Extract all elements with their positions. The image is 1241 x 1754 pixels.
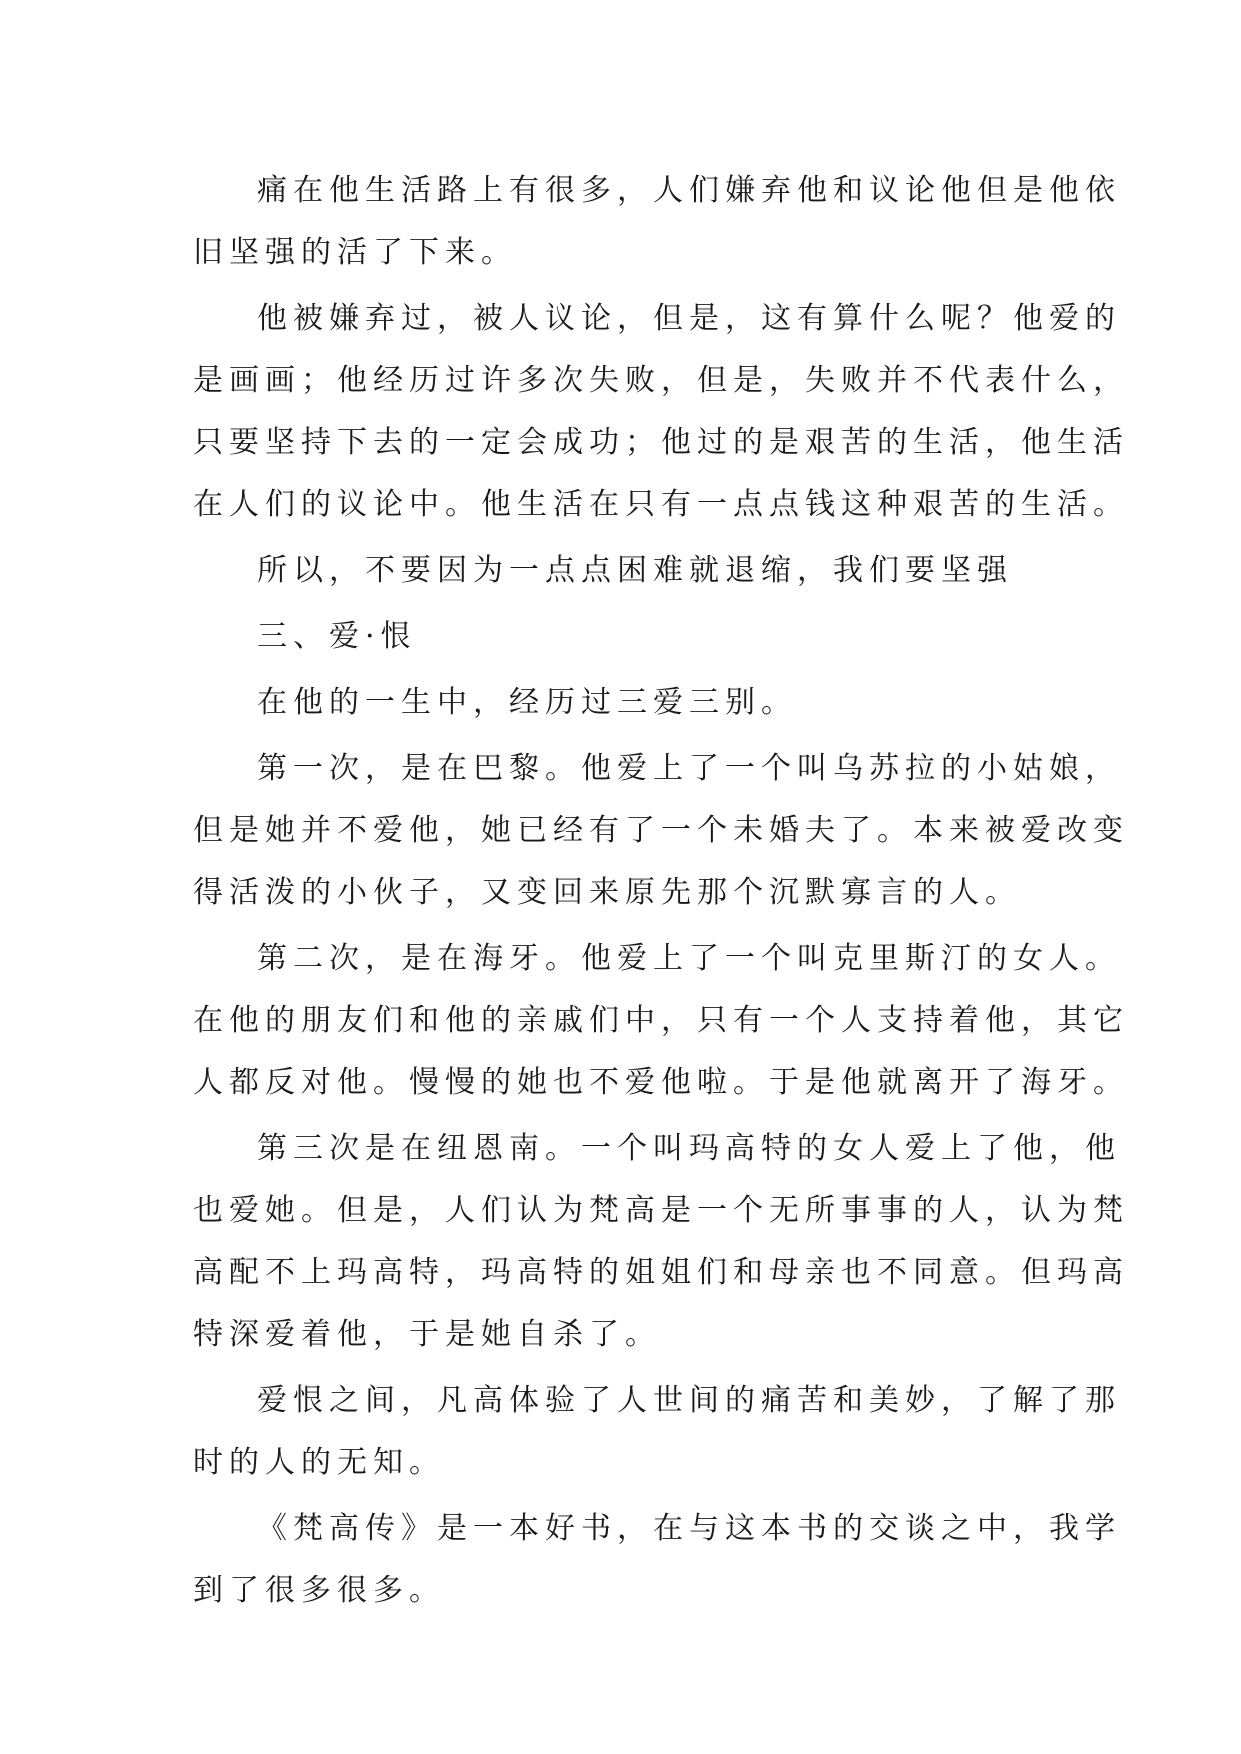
- paragraph: [193, 1118, 1129, 1366]
- text-line: 到了很多很多。: [193, 1573, 445, 1608]
- text-line: 也爱她。但是，人们认为梵高是一个无所事事的人，认为梵: [193, 1193, 1129, 1228]
- text-line: 旧坚强的活了下来。: [193, 235, 517, 270]
- paragraph: [193, 1498, 1121, 1622]
- paragraph: [193, 288, 1129, 536]
- text-line: 是画画；他经历过许多次失败，但是，失败并不代表什么，: [193, 363, 1129, 398]
- text-line: 第二次，是在海牙。他爱上了一个叫克里斯汀的女人。: [257, 941, 1121, 976]
- paragraph: [193, 672, 1075, 734]
- paragraph: [193, 738, 1129, 924]
- text-line: 在他的一生中，经历过三爱三别。: [257, 685, 797, 720]
- text-line: 所以，不要因为一点点困难就退缩，我们要坚强: [257, 553, 1013, 588]
- text-line: 第一次，是在巴黎。他爱上了一个叫乌苏拉的小姑娘，: [257, 751, 1121, 786]
- document-body: [193, 160, 1129, 1626]
- text-line: 人都反对他。慢慢的她也不爱他啦。于是他就离开了海牙。: [193, 1065, 1129, 1100]
- text-line: 《梵高传》是一本好书，在与这本书的交谈之中，我学: [257, 1511, 1121, 1546]
- section-heading: [193, 606, 1075, 668]
- text-line: 在人们的议论中。他生活在只有一点点钱这种艰苦的生活。: [193, 487, 1129, 522]
- text-line: 但是她并不爱他，她已经有了一个未婚夫了。本来被爱改变: [193, 813, 1129, 848]
- paragraph: [193, 540, 1075, 602]
- text-line: 高配不上玛高特，玛高特的姐姐们和母亲也不同意。但玛高: [193, 1255, 1129, 1290]
- paragraph: [193, 1370, 1121, 1494]
- text-line: 时的人的无知。: [193, 1445, 445, 1480]
- text-line: 特深爱着他，于是她自杀了。: [193, 1317, 661, 1352]
- text-line: 得活泼的小伙子，又变回来原先那个沉默寡言的人。: [193, 875, 1021, 910]
- paragraph: [193, 928, 1129, 1114]
- text-line: 只要坚持下去的一定会成功；他过的是艰苦的生活，他生活: [193, 425, 1129, 460]
- text-line: 爱恨之间，凡高体验了人世间的痛苦和美妙，了解了那: [257, 1383, 1121, 1418]
- text-line: 在他的朋友们和他的亲戚们中，只有一个人支持着他，其它: [193, 1003, 1129, 1038]
- text-line: 第三次是在纽恩南。一个叫玛高特的女人爱上了他，他: [257, 1131, 1121, 1166]
- text-line: 他被嫌弃过，被人议论，但是，这有算什么呢？他爱的: [257, 301, 1121, 336]
- paragraph: [193, 160, 1121, 284]
- text-line: 三、爱·恨: [257, 619, 417, 654]
- text-line: 痛在他生活路上有很多，人们嫌弃他和议论他但是他依: [257, 173, 1121, 208]
